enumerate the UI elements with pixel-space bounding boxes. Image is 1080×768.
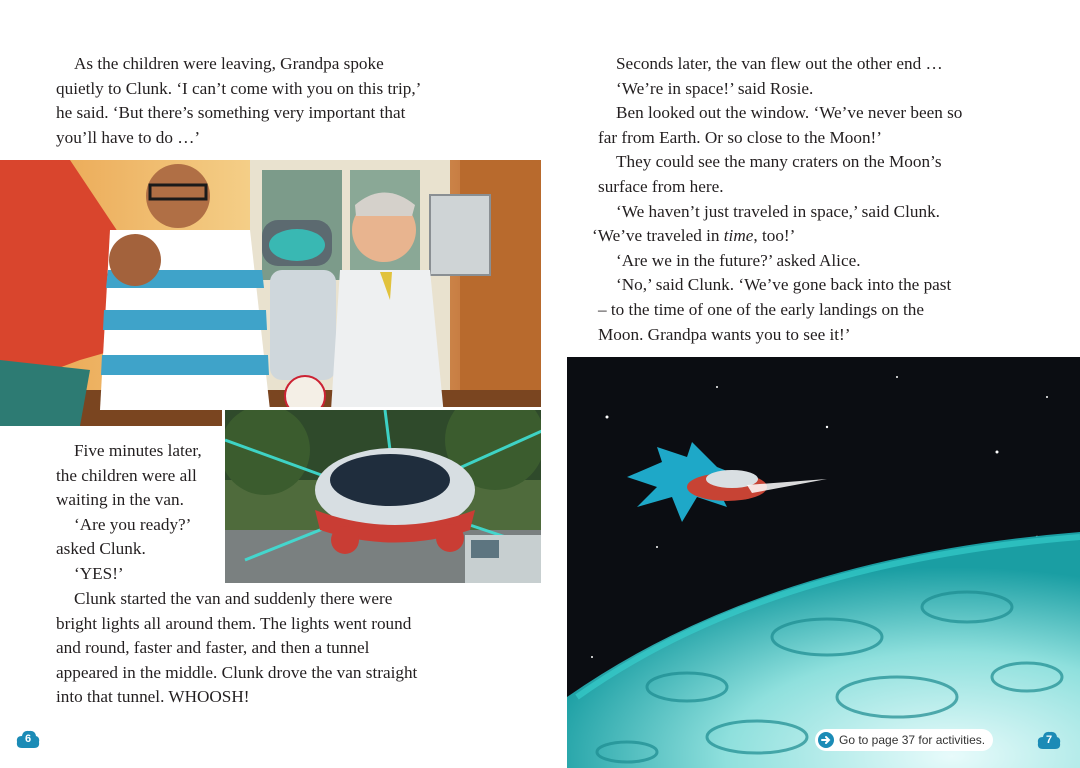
text-line: into that tunnel. WHOOSH! — [56, 687, 250, 707]
text-line: waiting in the van. — [56, 490, 184, 510]
illustration-flying-van — [222, 407, 541, 583]
text-line: Clunk started the van and suddenly there were — [74, 589, 393, 608]
text-line: ‘No,’ said Clunk. ‘We’ve gone back into the past — [616, 275, 952, 295]
right-text-block — [592, 52, 963, 347]
text-line: ‘We’re in space!’ said Rosie. — [616, 78, 814, 98]
text-line: Ben looked out the window. ‘We’ve never been so — [616, 103, 963, 123]
page-number-label: 6 — [24, 733, 32, 745]
text-fragment: , too!’ — [753, 226, 796, 246]
page-number-right — [1037, 729, 1061, 751]
text-line: and round, faster and faster, and then a tunnel — [56, 638, 370, 658]
text-line: ‘YES!’ — [74, 563, 124, 583]
left-paragraph-1 — [56, 52, 421, 150]
text-fragment: ‘We’ve traveled in — [592, 226, 724, 246]
text-line: ‘Are we in the future?’ asked Alice. — [616, 250, 861, 270]
text-line: As the children were leaving, Grandpa spoke — [74, 54, 384, 73]
text-line: Seconds later, the van flew out the other end … — [616, 54, 943, 73]
text-line: ‘We haven’t just traveled in space,’ said Clunk. — [616, 201, 940, 221]
activities-link[interactable] — [815, 729, 993, 751]
text-line: – to the time of one of the early landings on the — [598, 299, 925, 319]
illustration-space-svg — [567, 357, 1080, 768]
left-paragraph-2 — [56, 439, 202, 587]
text-line: bright lights all around them. The lights went round — [56, 613, 412, 633]
text-line: you’ll have to do …’ — [56, 127, 201, 147]
text-line: far from Earth. Or so close to the Moon!’ — [598, 127, 882, 147]
text-line: Five minutes later, — [74, 441, 202, 460]
text-line: They could see the many craters on the Moon’s — [616, 152, 942, 172]
text-line: surface from here. — [598, 176, 724, 196]
illustration-van-in-space — [567, 357, 1080, 768]
illustration-grandpa-and-clunk — [0, 160, 541, 426]
page-number-left — [16, 728, 40, 750]
illustration-van-svg — [225, 410, 541, 583]
text-line: quietly to Clunk. ‘I can’t come with you on this trip,’ — [56, 78, 422, 98]
left-paragraph-3 — [56, 587, 417, 710]
text-emphasis: time — [723, 226, 754, 246]
activities-link-label: Go to page 37 for activities. — [839, 733, 986, 747]
text-line: the children were all — [56, 465, 197, 485]
text-line: appeared in the middle. Clunk drove the van straight — [56, 662, 418, 682]
text-line: ‘Are you ready?’ — [74, 514, 192, 534]
arrow-right-icon-svg — [818, 732, 834, 748]
text-line: asked Clunk. — [56, 539, 146, 559]
page-number-label: 7 — [1045, 734, 1053, 746]
text-line: he said. ‘But there’s something very important that — [56, 103, 406, 123]
illustration-grandpa-svg — [0, 160, 541, 426]
arrow-right-icon — [818, 732, 834, 748]
text-line: Moon. Grandpa wants you to see it!’ — [598, 324, 851, 344]
text-line — [592, 224, 962, 249]
